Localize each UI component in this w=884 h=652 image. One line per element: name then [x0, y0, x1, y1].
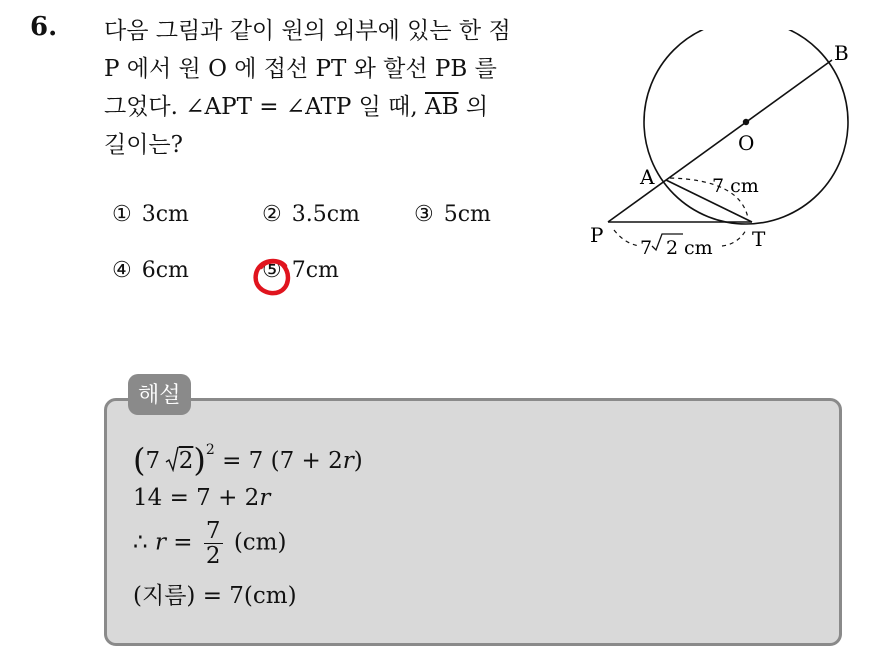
choice-2-mark: ② [262, 202, 282, 227]
label-pt-root: 2 [666, 237, 679, 259]
solution-line-1: (7 2)$^2$ = 7 (7 + 2r) [133, 441, 363, 479]
paren-open: ( [133, 441, 146, 479]
choice-5-text: 7cm [291, 258, 339, 283]
label-at-length: 7 cm [712, 175, 759, 197]
exponent-2: 2 [205, 442, 215, 458]
question-line-4: 길이는? [104, 132, 183, 158]
choice-3-mark: ③ [414, 202, 434, 227]
therefore-sign: ∴ [133, 529, 148, 556]
pt-bracket-right [722, 230, 746, 246]
solution-tab-label: 해설 [128, 374, 191, 415]
line-3-unit: (cm) [233, 529, 287, 556]
choice-3[interactable] [414, 202, 491, 227]
line-2-text: 14 = 7 + 2 [133, 485, 260, 511]
choice-1[interactable] [112, 202, 189, 227]
choice-2[interactable] [262, 202, 360, 227]
label-p: P [590, 223, 604, 247]
solution-box [104, 398, 842, 646]
coef-7: 7 [145, 448, 161, 474]
solution-line-4: (지름) = 7(cm) [133, 583, 297, 609]
secant-pb [608, 60, 832, 222]
choice-2-text: 3.5cm [291, 202, 360, 227]
choice-3-text: 5cm [443, 202, 491, 227]
choice-1-text: 3cm [141, 202, 189, 227]
segment-ab-overline: $\overline{AB}$ [425, 94, 459, 120]
solution-line-2 [133, 485, 270, 511]
answer-circle-mark-icon [251, 256, 293, 298]
question-number: 6. [30, 12, 58, 42]
label-t: T [752, 227, 766, 251]
geometry-figure [580, 30, 850, 270]
question-line-1: 다음 그림과 같이 원의 외부에 있는 한 점 [104, 18, 511, 44]
pt-bracket-left [614, 230, 640, 246]
sqrt-sign-icon [165, 446, 179, 472]
question-line-3 [104, 88, 564, 126]
root-2: 2 [178, 448, 194, 474]
choice-4[interactable] [112, 258, 189, 283]
fraction-denominator: 2 [205, 543, 221, 569]
label-a: A [640, 165, 655, 189]
label-b: B [834, 41, 849, 65]
label-o: O [738, 131, 755, 155]
fraction-7-2 [204, 519, 223, 568]
center-dot [743, 119, 749, 125]
solution-line-3: ∴ r = $\frac{7}{2}$ (cm) [133, 518, 287, 569]
question-line-3-suffix: 의 [465, 94, 489, 120]
choice-5-mark: ⑤ [262, 258, 282, 283]
choice-4-text: 6cm [141, 258, 189, 283]
var-r-1: r [342, 448, 354, 474]
label-pt-unit: cm [684, 237, 713, 259]
fraction-numerator: 7 [205, 518, 221, 544]
question-line-3-text: 그었다. ∠APT = ∠ATP 일 때, [104, 94, 418, 120]
var-r-3: r [154, 529, 166, 556]
line-1-rhs: = 7 (7 + 2 [222, 448, 343, 474]
paren-close: ) [193, 441, 206, 479]
label-pt-coef: 7 [640, 237, 653, 259]
question-line-2: P 에서 원 O 에 접선 PT 와 할선 PB 를 [104, 56, 497, 82]
choice-1-mark: ① [112, 202, 132, 227]
question-text [104, 12, 564, 164]
choice-4-mark: ④ [112, 258, 132, 283]
var-r-2: r [259, 485, 271, 511]
